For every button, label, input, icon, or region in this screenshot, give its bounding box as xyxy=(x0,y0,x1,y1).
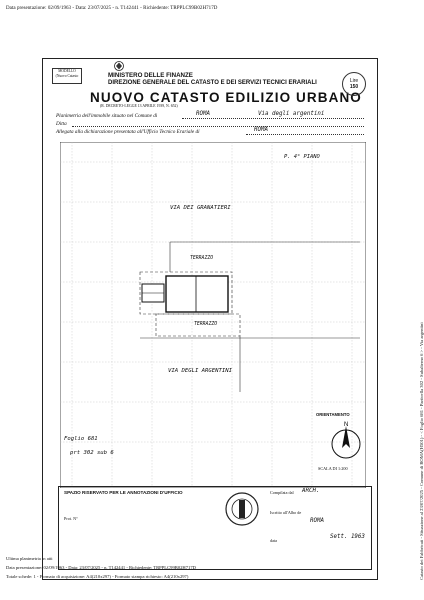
protocol-label: Prot. N° xyxy=(64,516,78,521)
bottom-presentation-line: Data presentazione: 02/09/1963 - Data: 23/07/2025 - n. T142441 - Richiedente: TRPPLC99B02H717D xyxy=(6,565,196,570)
via-value: Via degli argentini xyxy=(258,111,325,117)
ditta-label: Ditta xyxy=(56,121,67,127)
fee-value: 150 xyxy=(349,84,359,90)
parcel-note-1: Foglio 681 xyxy=(64,436,98,442)
parcel-note-2: prt 302 sub 6 xyxy=(70,450,114,456)
office-underline xyxy=(246,134,364,135)
last-plan-note: Ultima planimetria in atti xyxy=(6,556,53,561)
ink-stamp-icon xyxy=(224,486,260,532)
compiled-by-label: Compilata dal xyxy=(270,490,294,495)
model-stamp-box xyxy=(52,68,82,84)
compiled-by-value: ARCH. xyxy=(302,488,320,494)
annotations-title: SPAZIO RISERVATO PER LE ANNOTAZIONI D'UFFICIO xyxy=(64,490,183,495)
direction-title: DIREZIONE GENERALE DEL CATASTO E DEI SERVIZI TECNICI ERARIALI xyxy=(108,80,317,86)
fee-label: Lire xyxy=(349,78,359,84)
office-value: ROMA xyxy=(254,127,268,133)
street-top-label: VIA DEI GRANATIERI xyxy=(170,205,231,211)
form-subtitle: (R. DECRETO-LEGGE 13 APRILE 1939, N. 652) xyxy=(100,104,178,108)
floor-label: P. 4° PIANO xyxy=(284,154,320,160)
stamp-line: (Nuovo Catasto xyxy=(55,73,79,78)
ditta-underline xyxy=(72,126,364,127)
state-emblem-icon xyxy=(112,60,126,72)
office-annotations-box xyxy=(58,486,372,570)
side-metadata xyxy=(413,60,424,580)
scale-label: SCALA DI 1:200 xyxy=(318,466,348,471)
registry-label: Iscritto all'Albo de xyxy=(270,510,302,515)
orientation-label: ORIENTAMENTO xyxy=(316,412,350,417)
office-label: Allegata alla dichiarazione presentata all'Ufficio Tecnico Erariale di xyxy=(56,129,200,135)
side-metadata-text: Catasto dei Fabbricati - Situazione al 23/07/2025 - Comune di ROMA(H501) - < Foglio 681 - Particella 302 - Subalterno 6 > - Via argentini xyxy=(419,322,424,580)
floor-plan-drawing xyxy=(60,142,366,488)
location-underline xyxy=(182,118,364,119)
bottom-format-line: Totale schede: 1 - Formato di acquisizione: A4(210x297) - Formato stampa richiesto: A4(210x297) xyxy=(6,574,189,579)
terrace-top-label: TERRAZZO xyxy=(190,256,214,261)
form-title: NUOVO CATASTO EDILIZIO URBANO xyxy=(90,90,362,105)
document-header-text: Data presentazione: 02/09/1963 - Data: 23/07/2025 - n. T142441 - Richiedente: TRPPLC99B02H717D xyxy=(6,6,218,11)
fee-stamp xyxy=(342,72,366,96)
compass-icon xyxy=(326,420,366,464)
street-bottom-label: VIA DEGLI ARGENTINI xyxy=(168,368,232,374)
date-value: Sett. 1963 xyxy=(330,534,365,540)
comune-value: ROMA xyxy=(196,111,210,117)
ministry-title: MINISTERO DELLE FINANZE xyxy=(108,72,193,79)
stamp-line: MODELLO xyxy=(58,69,76,73)
svg-text:N: N xyxy=(344,422,349,428)
terrace-bottom-label: TERRAZZO xyxy=(194,322,218,327)
city-value: ROMA xyxy=(310,518,324,524)
date-label: data xyxy=(270,538,277,543)
location-label: Planimetria dell'immobile situato nel Comune di xyxy=(56,113,158,119)
